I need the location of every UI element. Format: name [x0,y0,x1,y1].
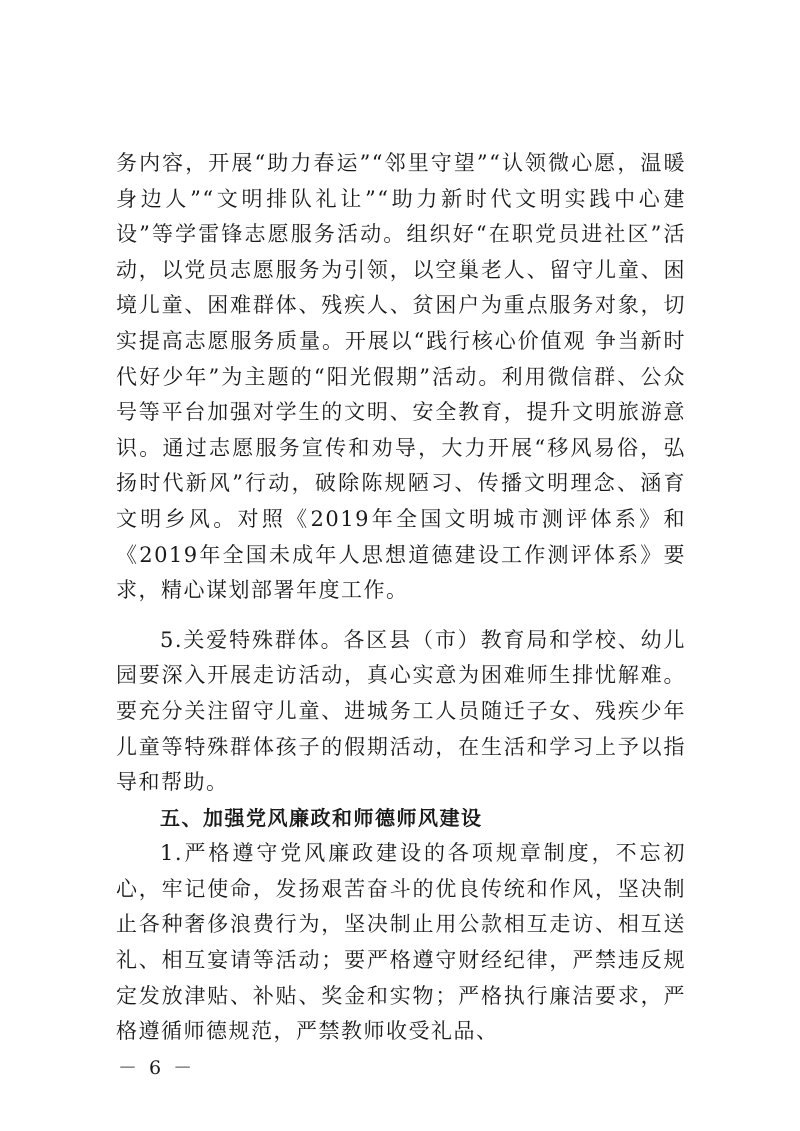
paragraph-volunteer-activities: 务内容，开展“助力春运”“邻里守望”“认领微心愿，温暖身边人”“文明排队礼让”“助力新时代文明实践中心建设”等学雷锋志愿服务活动。组织好“在职党员进社区”活动，以党员志愿服务为引领，以空巢老人、留守儿童、困境儿童、困难群体、残疾人、贫困户为重点服务对象，切实提高志愿服务质量。开展以“践行核心价值观 争当新时代好少年”为主题的“阳光假期”活动。利用微信群、公众号等平台加强对学生的文明、安全教育，提升文明旅游意识。通过志愿服务宣传和劝导，大力开展“移风易俗，弘扬时代新风”行动，破除陈规陋习、传播文明理念、涵育文明乡风。对照《2019年全国文明城市测评体系》和《2019年全国未成年人思想道德建设工作测评体系》要求，精心谋划部署年度工作。 [116,151,686,603]
paragraph-care-special-groups: 5.关爱特殊群体。各区县（市）教育局和学校、幼儿园要深入开展走访活动，真心实意为困难师生排忧解难。要充分关注留守儿童、进城务工人员随迁子女、残疾少年儿童等特殊群体孩子的假期活动，在生活和学习上予以指导和帮助。 [116,627,686,795]
page-number: － 6 － [118,1057,196,1079]
paragraph-party-discipline: 1.严格遵守党风廉政建设的各项规章制度，不忘初心，牢记使命，发扬艰苦奋斗的优良传统和作风，坚决制止各种奢侈浪费行为，坚决制止用公款相互走访、相互送礼、相互宴请等活动；要严格遵守财经纪律，严禁违反规定发放津贴、补贴、奖金和实物；严格执行廉洁要求，严格遵循师德规范，严禁教师收受礼品、 [116,841,686,1044]
document-body [116,146,686,1050]
section-heading-five: 五、加强党风廉政和师德师风建设 [160,805,483,830]
